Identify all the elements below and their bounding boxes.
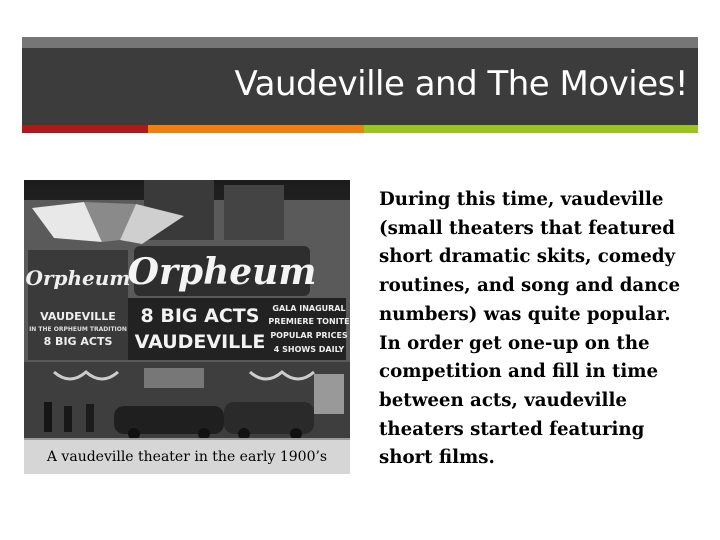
left-sign-line-1: Orpheum bbox=[25, 266, 131, 290]
center-sign-line-2: VAUDEVILLE bbox=[134, 331, 266, 353]
marquee-sign: Orpheum bbox=[127, 251, 317, 293]
right-sign-line-1: GALA INAGURAL bbox=[272, 304, 346, 313]
left-sign-line-2: VAUDEVILLE bbox=[40, 310, 116, 323]
right-sign-line-3: POPULAR PRICES bbox=[270, 331, 348, 340]
photo-caption: A vaudeville theater in the early 1900’s bbox=[24, 438, 350, 474]
theater-photo bbox=[24, 180, 350, 474]
body-paragraph: During this time, vaudeville (small theaters that featured short dramatic skits, comedy routines, and song and dance numbers) was quite popular. In order get one-up on the competition and fill in time between acts, vaudeville theaters started featuring short films. bbox=[379, 189, 681, 469]
title-top-strip bbox=[22, 37, 698, 48]
title-band bbox=[22, 48, 698, 125]
orpheum-theater-photo-icon bbox=[24, 180, 350, 438]
left-sign-line-3: IN THE ORPHEUM TRADITION bbox=[29, 326, 127, 333]
accent-bar-red bbox=[22, 125, 148, 133]
accent-bar-orange bbox=[148, 125, 364, 133]
right-sign-line-2: PREMIERE TONITE bbox=[268, 317, 350, 326]
slide-title: Vaudeville and The Movies! bbox=[234, 64, 688, 104]
right-sign-line-4: 4 SHOWS DAILY bbox=[273, 345, 345, 354]
center-sign-line-1: 8 BIG ACTS bbox=[140, 305, 260, 327]
accent-bar-green bbox=[364, 125, 698, 133]
left-sign-line-4: 8 BIG ACTS bbox=[43, 335, 113, 348]
